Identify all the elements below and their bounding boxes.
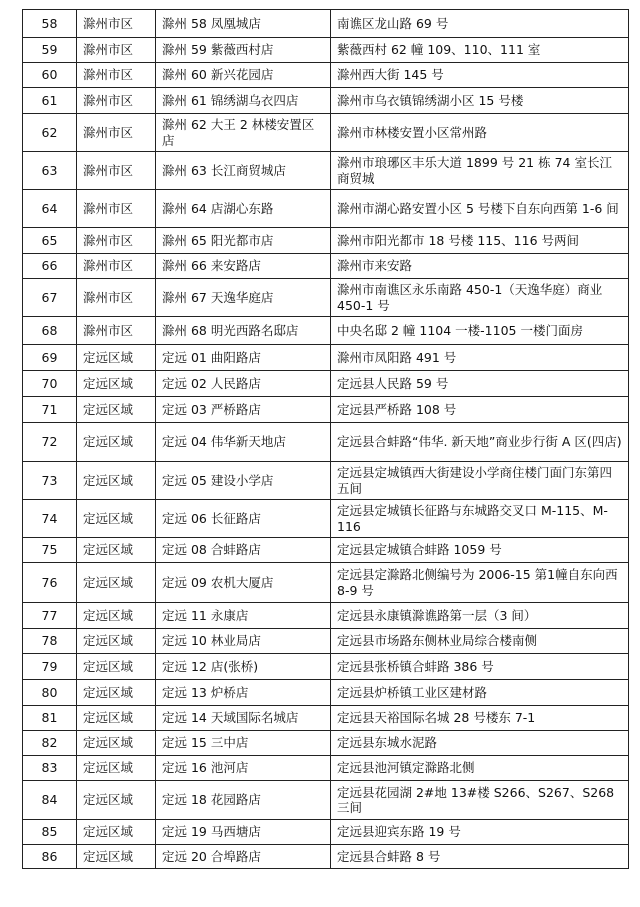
table-row bbox=[23, 88, 629, 114]
region-cell: 滁州市区 bbox=[77, 228, 156, 254]
address-cell: 滁州西大街 145 号 bbox=[331, 63, 629, 88]
store-name-cell: 定远 15 三中店 bbox=[156, 731, 331, 756]
table-row bbox=[23, 820, 629, 845]
region-cell: 滁州市区 bbox=[77, 88, 156, 114]
row-number: 73 bbox=[23, 462, 77, 500]
region-cell: 定远区域 bbox=[77, 500, 156, 538]
table-row bbox=[23, 845, 629, 869]
region-cell: 定远区域 bbox=[77, 397, 156, 423]
store-name-cell: 滁州 61 锦绣湖乌衣四店 bbox=[156, 88, 331, 114]
region-cell: 定远区域 bbox=[77, 756, 156, 781]
table-row bbox=[23, 680, 629, 706]
region-cell: 滁州市区 bbox=[77, 254, 156, 279]
store-name-cell: 定远 02 人民路店 bbox=[156, 371, 331, 397]
address-cell: 滁州市凤阳路 491 号 bbox=[331, 345, 629, 371]
store-name-cell: 定远 13 炉桥店 bbox=[156, 680, 331, 706]
address-cell: 定远县定城镇合蚌路 1059 号 bbox=[331, 538, 629, 563]
store-name-cell: 滁州 58 凤凰城店 bbox=[156, 10, 331, 38]
table-row bbox=[23, 63, 629, 88]
row-number: 59 bbox=[23, 38, 77, 63]
row-number: 65 bbox=[23, 228, 77, 254]
row-number: 84 bbox=[23, 781, 77, 820]
address-cell: 定远县天裕国际名城 28 号楼东 7-1 bbox=[331, 706, 629, 731]
address-cell: 滁州市湖心路安置小区 5 号楼下自东向西第 1-6 间 bbox=[331, 190, 629, 228]
store-name-cell: 定远 08 合蚌路店 bbox=[156, 538, 331, 563]
store-list-table bbox=[22, 9, 629, 869]
row-number: 80 bbox=[23, 680, 77, 706]
row-number: 86 bbox=[23, 845, 77, 869]
row-number: 58 bbox=[23, 10, 77, 38]
table-row bbox=[23, 462, 629, 500]
address-cell: 定远县张桥镇合蚌路 386 号 bbox=[331, 654, 629, 680]
address-cell: 定远县定城镇长征路与东城路交叉口 M-115、M-116 bbox=[331, 500, 629, 538]
region-cell: 定远区域 bbox=[77, 423, 156, 462]
table-row bbox=[23, 345, 629, 371]
region-cell: 定远区域 bbox=[77, 538, 156, 563]
address-cell: 定远县人民路 59 号 bbox=[331, 371, 629, 397]
table-body bbox=[23, 10, 629, 869]
store-name-cell: 定远 06 长征路店 bbox=[156, 500, 331, 538]
store-name-cell: 定远 20 合埠路店 bbox=[156, 845, 331, 869]
region-cell: 滁州市区 bbox=[77, 10, 156, 38]
table-row bbox=[23, 538, 629, 563]
address-cell: 滁州市林楼安置小区常州路 bbox=[331, 114, 629, 152]
region-cell: 定远区域 bbox=[77, 462, 156, 500]
region-cell: 定远区域 bbox=[77, 629, 156, 654]
address-cell: 定远县合蚌路 8 号 bbox=[331, 845, 629, 869]
region-cell: 定远区域 bbox=[77, 680, 156, 706]
store-name-cell: 滁州 67 天逸华庭店 bbox=[156, 279, 331, 317]
row-number: 68 bbox=[23, 317, 77, 345]
address-cell: 定远县永康镇滁谯路第一层（3 间） bbox=[331, 603, 629, 629]
table-row bbox=[23, 279, 629, 317]
store-name-cell: 定远 14 天域国际名城店 bbox=[156, 706, 331, 731]
row-number: 75 bbox=[23, 538, 77, 563]
store-name-cell: 定远 09 农机大厦店 bbox=[156, 563, 331, 603]
table-row bbox=[23, 781, 629, 820]
store-name-cell: 定远 10 林业局店 bbox=[156, 629, 331, 654]
table-row bbox=[23, 10, 629, 38]
store-name-cell: 定远 04 伟华新天地店 bbox=[156, 423, 331, 462]
store-name-cell: 滁州 60 新兴花园店 bbox=[156, 63, 331, 88]
row-number: 66 bbox=[23, 254, 77, 279]
address-cell: 定远县炉桥镇工业区建材路 bbox=[331, 680, 629, 706]
store-name-cell: 定远 19 马西塘店 bbox=[156, 820, 331, 845]
row-number: 62 bbox=[23, 114, 77, 152]
row-number: 70 bbox=[23, 371, 77, 397]
address-cell: 滁州市琅琊区丰乐大道 1899 号 21 栋 74 室长江商贸城 bbox=[331, 152, 629, 190]
region-cell: 定远区域 bbox=[77, 345, 156, 371]
store-name-cell: 定远 12 店(张桥) bbox=[156, 654, 331, 680]
table-row bbox=[23, 629, 629, 654]
region-cell: 定远区域 bbox=[77, 654, 156, 680]
region-cell: 滁州市区 bbox=[77, 114, 156, 152]
address-cell: 紫薇西村 62 幢 109、110、111 室 bbox=[331, 38, 629, 63]
table-row bbox=[23, 423, 629, 462]
region-cell: 定远区域 bbox=[77, 820, 156, 845]
region-cell: 滁州市区 bbox=[77, 38, 156, 63]
store-name-cell: 定远 11 永康店 bbox=[156, 603, 331, 629]
store-name-cell: 定远 03 严桥路店 bbox=[156, 397, 331, 423]
store-name-cell: 滁州 66 来安路店 bbox=[156, 254, 331, 279]
store-name-cell: 滁州 68 明光西路名邸店 bbox=[156, 317, 331, 345]
table-row bbox=[23, 756, 629, 781]
address-cell: 定远县定城镇西大街建设小学商住楼门面门东第四五间 bbox=[331, 462, 629, 500]
table-row bbox=[23, 317, 629, 345]
store-name-cell: 滁州 59 紫薇西村店 bbox=[156, 38, 331, 63]
address-cell: 定远县池河镇定滁路北侧 bbox=[331, 756, 629, 781]
region-cell: 定远区域 bbox=[77, 563, 156, 603]
region-cell: 滁州市区 bbox=[77, 63, 156, 88]
region-cell: 滁州市区 bbox=[77, 152, 156, 190]
table-row bbox=[23, 152, 629, 190]
store-name-cell: 滁州 65 阳光都市店 bbox=[156, 228, 331, 254]
address-cell: 南谯区龙山路 69 号 bbox=[331, 10, 629, 38]
row-number: 85 bbox=[23, 820, 77, 845]
row-number: 83 bbox=[23, 756, 77, 781]
row-number: 78 bbox=[23, 629, 77, 654]
region-cell: 定远区域 bbox=[77, 706, 156, 731]
store-name-cell: 滁州 64 店湖心东路 bbox=[156, 190, 331, 228]
row-number: 76 bbox=[23, 563, 77, 603]
row-number: 64 bbox=[23, 190, 77, 228]
table-row bbox=[23, 654, 629, 680]
table-row bbox=[23, 228, 629, 254]
store-name-cell: 滁州 63 长江商贸城店 bbox=[156, 152, 331, 190]
row-number: 72 bbox=[23, 423, 77, 462]
table-row bbox=[23, 190, 629, 228]
table-row bbox=[23, 500, 629, 538]
region-cell: 定远区域 bbox=[77, 603, 156, 629]
store-name-cell: 定远 18 花园路店 bbox=[156, 781, 331, 820]
address-cell: 定远县定滁路北侧编号为 2006-15 第1幢自东向西 8-9 号 bbox=[331, 563, 629, 603]
table-row bbox=[23, 38, 629, 63]
table-row bbox=[23, 706, 629, 731]
region-cell: 定远区域 bbox=[77, 731, 156, 756]
store-name-cell: 滁州 62 大王 2 林楼安置区店 bbox=[156, 114, 331, 152]
row-number: 63 bbox=[23, 152, 77, 190]
table-row bbox=[23, 603, 629, 629]
address-cell: 定远县东城水泥路 bbox=[331, 731, 629, 756]
row-number: 79 bbox=[23, 654, 77, 680]
address-cell: 定远县迎宾东路 19 号 bbox=[331, 820, 629, 845]
address-cell: 定远县市场路东侧林业局综合楼南侧 bbox=[331, 629, 629, 654]
row-number: 69 bbox=[23, 345, 77, 371]
address-cell: 滁州市阳光都市 18 号楼 115、116 号两间 bbox=[331, 228, 629, 254]
region-cell: 定远区域 bbox=[77, 845, 156, 869]
row-number: 74 bbox=[23, 500, 77, 538]
address-cell: 滁州市南谯区永乐南路 450-1（天逸华庭）商业 450-1 号 bbox=[331, 279, 629, 317]
row-number: 61 bbox=[23, 88, 77, 114]
address-cell: 中央名邸 2 幢 1104 一楼-1105 一楼门面房 bbox=[331, 317, 629, 345]
table-row bbox=[23, 731, 629, 756]
table-row bbox=[23, 563, 629, 603]
row-number: 60 bbox=[23, 63, 77, 88]
address-cell: 定远县严桥路 108 号 bbox=[331, 397, 629, 423]
region-cell: 滁州市区 bbox=[77, 317, 156, 345]
address-cell: 定远县花园湖 2#地 13#楼 S266、S267、S268 三间 bbox=[331, 781, 629, 820]
row-number: 71 bbox=[23, 397, 77, 423]
store-name-cell: 定远 16 池河店 bbox=[156, 756, 331, 781]
store-name-cell: 定远 05 建设小学店 bbox=[156, 462, 331, 500]
table-row bbox=[23, 397, 629, 423]
table-row bbox=[23, 254, 629, 279]
address-cell: 滁州市来安路 bbox=[331, 254, 629, 279]
region-cell: 滁州市区 bbox=[77, 279, 156, 317]
table-row bbox=[23, 371, 629, 397]
row-number: 67 bbox=[23, 279, 77, 317]
address-cell: 滁州市乌衣镇锦绣湖小区 15 号楼 bbox=[331, 88, 629, 114]
row-number: 82 bbox=[23, 731, 77, 756]
row-number: 77 bbox=[23, 603, 77, 629]
table-row bbox=[23, 114, 629, 152]
region-cell: 定远区域 bbox=[77, 371, 156, 397]
region-cell: 定远区域 bbox=[77, 781, 156, 820]
region-cell: 滁州市区 bbox=[77, 190, 156, 228]
row-number: 81 bbox=[23, 706, 77, 731]
address-cell: 定远县合蚌路“伟华. 新天地”商业步行街 A 区(四店) bbox=[331, 423, 629, 462]
store-name-cell: 定远 01 曲阳路店 bbox=[156, 345, 331, 371]
